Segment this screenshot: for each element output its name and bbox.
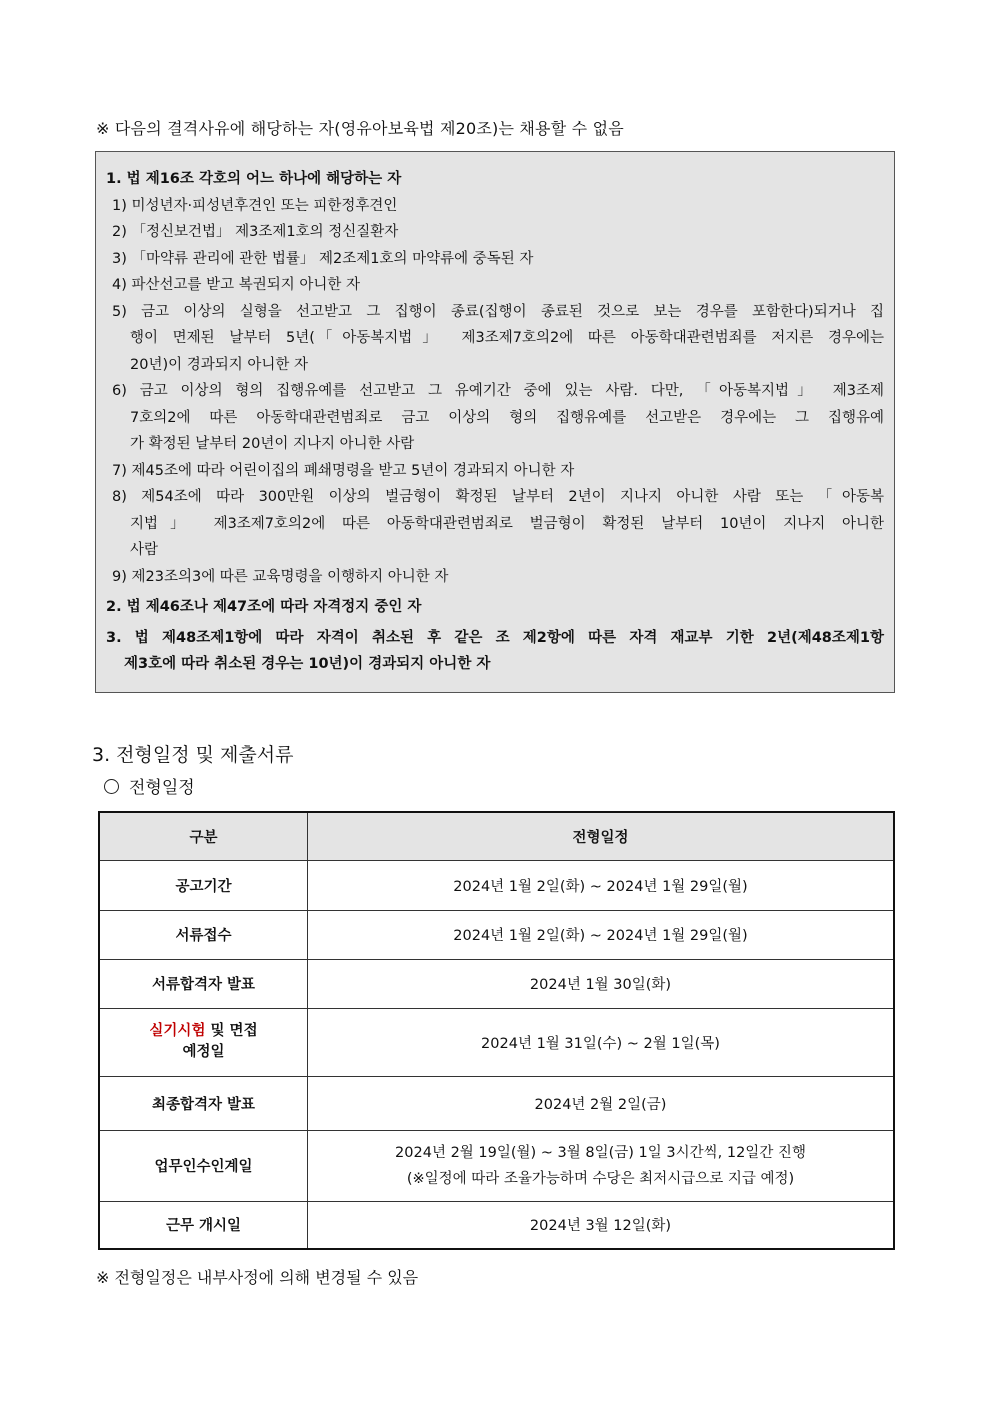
circle-bullet-icon: [104, 779, 119, 794]
clause-1-item-2: 2) 「정신보건법」 제3조제1호의 정신질환자: [112, 224, 399, 240]
row-category: 서류합격자 발표: [99, 959, 308, 1008]
clause-1-item-7: 7) 제45조에 따라 어린이집의 폐쇄명령을 받고 5년이 경과되지 아니한 자: [112, 462, 575, 479]
table-row: [99, 1201, 894, 1249]
clause-3-heading-line-1: 3. 법 제48조제1항에 따라 자격이 취소된 후 같은 조 제2항에 따른 자격 재교부 기한 2년(제48조제1항: [106, 629, 884, 646]
clause-1-item-8-line-1: 8) 제54조에 따라 300만원 이상의 벌금형이 확정된 날부터 2년이 지나지 아니한 사람 또는 「아동복: [112, 489, 884, 505]
table-row: [99, 1076, 894, 1130]
clause-1-item-5-line-1: 5) 금고 이상의 실형을 선고받고 그 집행이 종료(집행이 종료된 것으로 보는 경우를 포함한다)되거나 집: [112, 303, 884, 320]
row-category: 공고기간: [99, 860, 308, 910]
row-value-line-2: (※일정에 따라 조율가능하며 수당은 최저시급으로 지급 예정): [406, 1170, 795, 1187]
row-value: 2024년 1월 31일(수) ~ 2월 1일(목): [308, 1008, 895, 1076]
clause-1-item-6-line-1: 6) 금고 이상의 형의 집행유예를 선고받고 그 유예기간 중에 있는 사람. 다만, 「아동복지법」 제3조제: [112, 383, 884, 399]
section-title: 3. 전형일정 및 제출서류: [92, 744, 294, 766]
row-category-rest: 및 면접: [205, 1023, 258, 1039]
clause-1-item-6-line-2: 7호의2에 따른 아동학대관련범죄로 금고 이상의 형의 집행유예를 선고받은 경우에는 그 집행유예: [130, 409, 884, 426]
row-category: [99, 1008, 308, 1076]
practical-exam-highlight: 실기시험: [149, 1023, 206, 1039]
row-value: [308, 1130, 895, 1201]
row-value: 2024년 1월 2일(화) ~ 2024년 1월 29일(월): [308, 910, 895, 959]
row-value-line-1: 2024년 2월 19일(월) ~ 3월 8일(금) 1일 3시간씩, 12일간 진행: [395, 1144, 806, 1161]
disqualification-note: ※ 다음의 결격사유에 해당하는 자(영유아보육법 제20조)는 채용할 수 없음: [96, 119, 624, 138]
table-row: [99, 860, 894, 910]
row-value: 2024년 3월 12일(화): [308, 1201, 895, 1249]
table-header-row: [99, 812, 894, 860]
schedule-table: [98, 811, 895, 1250]
section-subtitle: [104, 773, 195, 798]
clause-1-item-5-line-2: 행이 면제된 날부터 5년(「아동복지법」 제3조제7호의2에 따른 아동학대관련범죄를 저지른 경우에는: [130, 330, 884, 346]
row-category: 업무인수인계일: [99, 1130, 308, 1201]
clause-1-item-4: 4) 파산선고를 받고 복권되지 아니한 자: [112, 277, 361, 293]
row-value: 2024년 1월 30일(화): [308, 959, 895, 1008]
table-row: [99, 1008, 894, 1076]
table-row: [99, 959, 894, 1008]
clause-1-item-8-line-2: 지법」 제3조제7호의2에 따른 아동학대관련범죄로 벌금형이 확정된 날부터 10년이 지나지 아니한: [130, 515, 884, 532]
clause-1-item-9: 9) 제23조의3에 따른 교육명령을 이행하지 아니한 자: [112, 568, 449, 585]
schedule-change-note: ※ 전형일정은 내부사정에 의해 변경될 수 있음: [96, 1268, 419, 1287]
clause-1-item-6-line-3: 가 확정된 날부터 20년이 지나지 아니한 사람: [130, 436, 415, 452]
row-category: 최종합격자 발표: [99, 1076, 308, 1130]
disqualification-box: [95, 151, 895, 693]
section-subtitle-text: 전형일정: [129, 778, 195, 798]
row-value: 2024년 1월 2일(화) ~ 2024년 1월 29일(월): [308, 860, 895, 910]
header-schedule: 전형일정: [308, 812, 895, 860]
row-category-line-2: 예정일: [182, 1044, 225, 1060]
row-value: 2024년 2월 2일(금): [308, 1076, 895, 1130]
clause-1-item-1: 1) 미성년자·피성년후견인 또는 피한정후견인: [112, 197, 398, 214]
row-category: 서류접수: [99, 910, 308, 959]
header-category: 구분: [99, 812, 308, 860]
clause-1-item-5-line-3: 20년)이 경과되지 아니한 자: [130, 356, 309, 373]
clause-1-heading: 1. 법 제16조 각호의 어느 하나에 해당하는 자: [106, 171, 402, 187]
row-category: 근무 개시일: [99, 1201, 308, 1249]
table-row: [99, 910, 894, 959]
clause-2-heading: 2. 법 제46조나 제47조에 따라 자격정지 중인 자: [106, 599, 422, 615]
clause-1-item-3: 3) 「마약류 관리에 관한 법률」 제2조제1호의 마약류에 중독된 자: [112, 250, 534, 267]
clause-3-heading-line-2: 제3호에 따라 취소된 경우는 10년)이 경과되지 아니한 자: [124, 656, 491, 672]
clause-1-item-8-line-3: 사람: [130, 542, 159, 558]
table-row: [99, 1130, 894, 1201]
